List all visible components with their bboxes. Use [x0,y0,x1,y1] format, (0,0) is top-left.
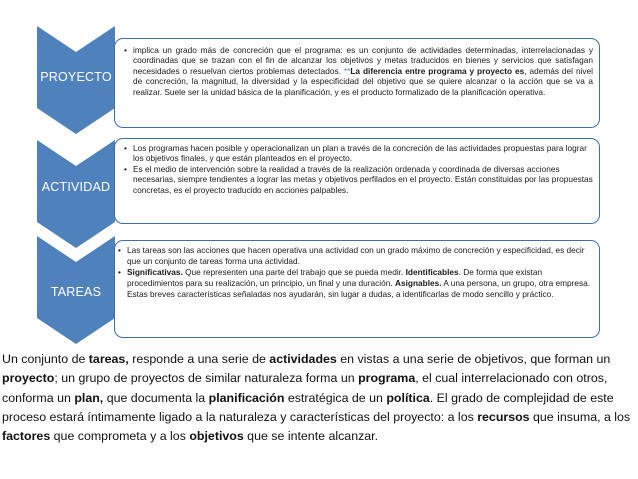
box-proyecto [114,38,600,128]
chevron-proyecto [34,24,118,136]
summary-paragraph: Un conjunto de tareas, responde a una serie de actividades en vistas a una serie de objetivos, que forman un proyecto; un grupo de proyectos de similar naturaleza forma un programa, el cual interrelacionado con otros, conforma un plan, que documenta la planificación estratégica de un política. El grado de complejidad de este proceso estará íntimamente ligado a la naturaleza y características del proyecto: a los recursos que insuma, a los factores que comprometa y a los objetivos que se intente alcanzar. [2,352,631,444]
proyecto-asterisks: ** [343,65,351,76]
box-actividad [114,138,600,224]
chevron-label-tareas: TAREAS [50,285,102,299]
tareas-identificables: Identificables [405,266,459,277]
box-tareas [114,240,600,338]
chevron-tareas [34,234,118,346]
actividad-bullet-1: • Los programas hacen posible y operacionalizan un plan a través de la concreción de las actividades propuestas para lograr los objetivos finales, y que están planteados en el proyecto. [133,143,593,164]
proyecto-text: • implica un grado más de concreción que el programa: es un conjunto de actividades determinadas, interrelacionadas y coordinadas que se trazan con el fin de alcanzar los objetivos y metas traducidos en bienes y servicios que satisfagan necesidades o resuelvan ciertos problemas detectados. **La diferencia entre programa y proyecto es, además del nivel de concreción, la magnitud, la diversidad y la especificidad del objetivo que se quiere alcanzar o la acción que se va a realizar. Suele ser la unidad básica de la planificación, y es el producto formalizado de la planificación operativa. [133,45,593,97]
tareas-bullet-1: • Las tareas son las acciones que hacen operativa una actividad con un grado máximo de concreción y especificidad, es decir que un conjunto de tareas forma una actividad. [127,245,593,267]
tareas-significativas: Significativas. [127,266,183,277]
tareas-bullet-2: • Significativas. Que representen una parte del trabajo que se pueda medir. Identificables. De forma que existan procedimientos para su realización, un principio, un final y una duración. Asignables. A una persona, un grupo, otra empresa. Estas breves características señaladas nos ayudarán, sin lugar a dudas, a identificarlas de modo sencillo y práctico. [127,267,593,300]
row-actividad [34,138,600,224]
row-proyecto [34,38,600,128]
tareas-asignables: Asignables. [394,277,442,288]
proyecto-bold: La diferencia entre programa y proyecto es [350,65,525,76]
actividad-bullet-2: • Es el medio de intervención sobre la realidad a través de la realización ordenada y coordinada de diversas acciones necesarias, siempre tendientes a lograr las metas y objetivos perfilados en el proyecto. Están constituidas por las propuestas concretas, es el proyecto traducido en acciones palpables. [133,164,593,195]
row-tareas [34,240,600,338]
chevron-label-actividad: ACTIVIDAD [41,180,111,194]
chevron-label-proyecto: PROYECTO [40,70,112,84]
